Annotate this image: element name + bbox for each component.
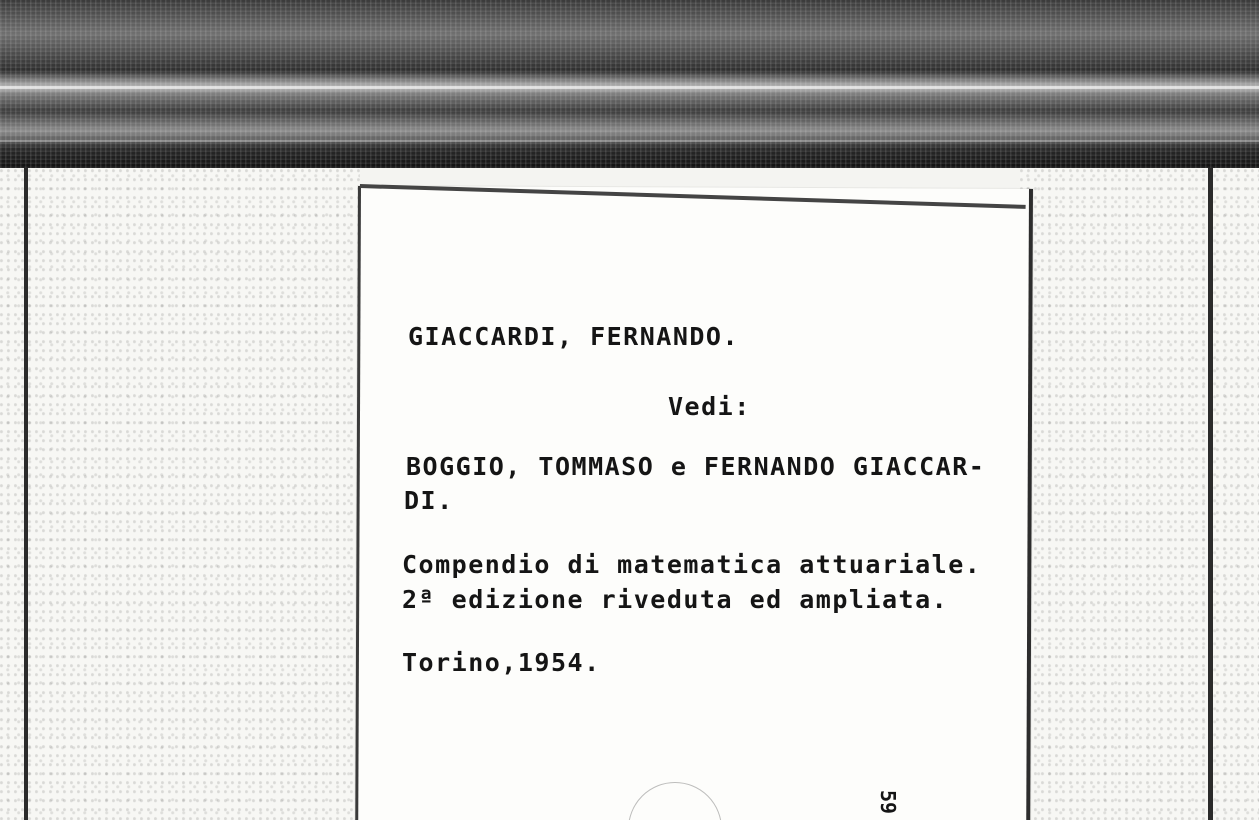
- imprint: Torino,1954.: [402, 648, 601, 677]
- card-heading: GIACCARDI, FERNANDO.: [408, 322, 740, 351]
- title-line-2: 2ª edizione riveduta ed ampliata.: [402, 585, 949, 614]
- author-line-1: BOGGIO, TOMMASO e FERNANDO GIACCAR-: [406, 452, 986, 481]
- see-also-label: Vedi:: [668, 392, 751, 421]
- title-line-1: Compendio di matematica attuariale.: [402, 550, 982, 579]
- left-background: [0, 168, 360, 820]
- left-edge-line: [24, 168, 28, 820]
- index-card: [355, 186, 1033, 820]
- right-background: [1020, 168, 1259, 820]
- author-line-2: DI.: [404, 486, 454, 515]
- dark-top-border: [0, 0, 1259, 168]
- card-number: 59: [876, 790, 900, 815]
- right-edge-line: [1208, 168, 1213, 820]
